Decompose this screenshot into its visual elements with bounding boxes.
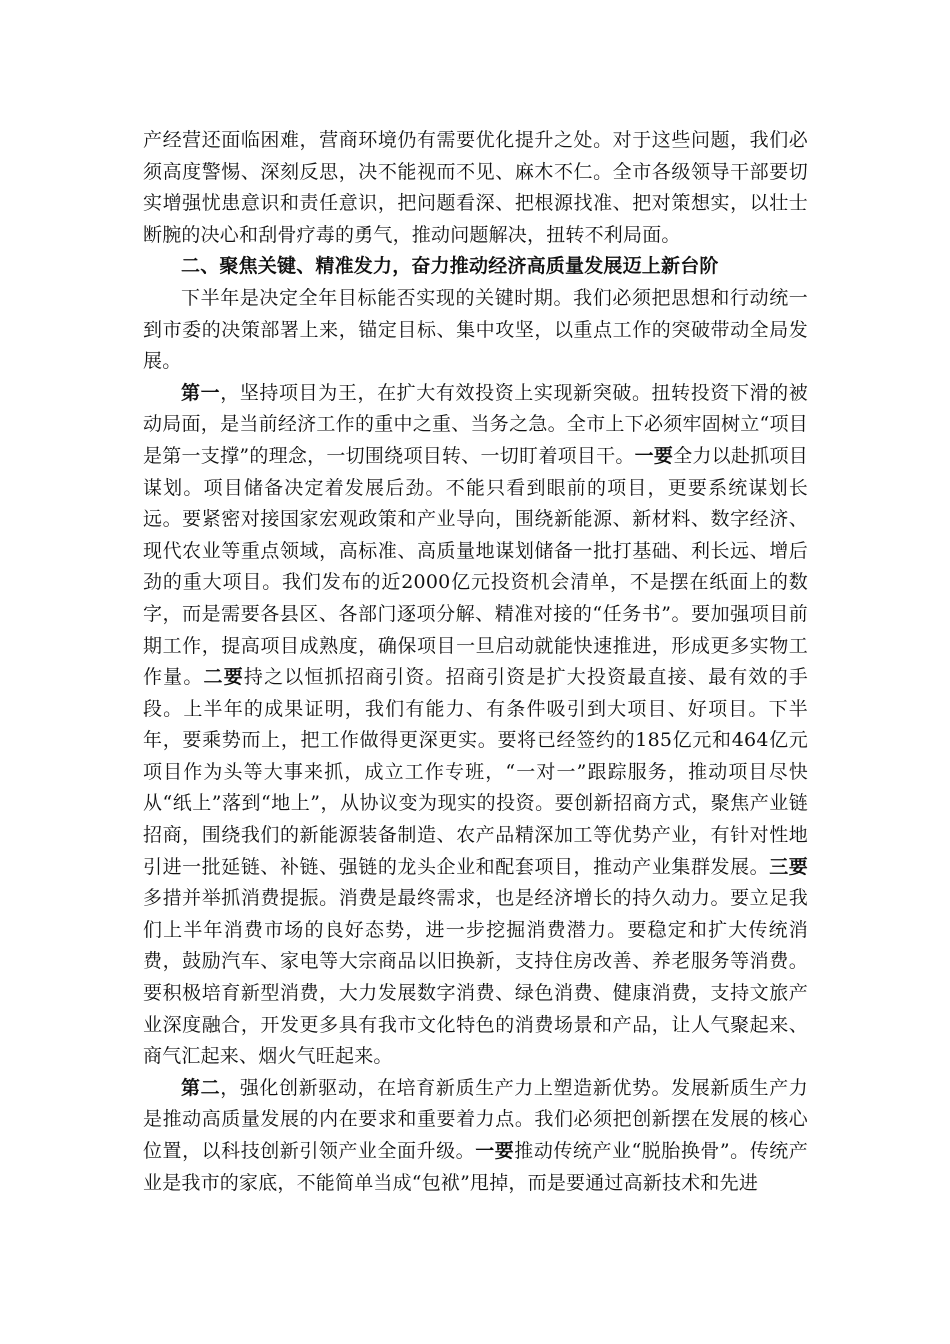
body-text: ，强化创新驱动，在培育新质生产力上塑造新优势。发展新质生产力是推动高质量发展的内在要求和重要着力点。我们必须把创新摆在发展的核心位置，以科技创新引领产业全面升级。	[143, 1076, 808, 1162]
body-text: 下半年是决定全年目标能否实现的关键时期。我们必须把思想和行动统一到市委的决策部署上来，锚定目标、集中攻坚，以重点工作的突破带动全局发展。	[143, 286, 808, 373]
bold-lead-text: 三要	[769, 855, 809, 878]
body-text: 产经营还面临困难，营商环境仍有需要优化提升之处。对于这些问题，我们必须高度警惕、深刻反思，决不能视而不见、麻木不仁。全市各级领导干部要切实增强忧患意识和责任意识，把问题看深、把根源找准、把对策想实，以壮士断腕的决心和刮骨疗毒的勇气，推动问题解决，扭转不利局面。	[143, 129, 808, 246]
bold-lead-text: 第一	[181, 381, 221, 404]
body-text: 全力以赴抓项目谋划。项目储备决定着发展后劲。不能只看到眼前的项目，更要系统谋划长远。要紧密对接国家宏观政策和产业导向，围绕新能源、新材料、数字经济、现代农业等重点领域，高标准、高质量地谋划储备一批打基础、利长远、增后劲的重大项目。我们发布的近2000亿元投资机会清单，不是摆在纸面上的数字，而是需要各县区、各部门逐项分解、精准对接的“任务书”。要加强项目前期工作，提高项目成熟度，确保项目一旦启动就能快速推进，形成更多实物工作量。	[143, 444, 809, 689]
bold-lead-text: 一要	[475, 1140, 515, 1162]
document-body	[143, 125, 808, 1199]
bold-lead-text: 二、聚焦关键、精准发力，奋力推动经济高质量发展迈上新台阶	[181, 255, 719, 278]
body-text: 推动传统产业“脱胎换骨”。传统产业是我市的家底，不能简单当成“包袱”甩掉，而是要通过高新技术和先进	[143, 1140, 809, 1194]
body-text: ，坚持项目为王，在扩大有效投资上实现新突破。扭转投资下滑的被动局面，是当前经济工作的重中之重、当务之急。全市上下必须牢固树立“项目是第一支撑”的理念，一切围绕项目转、一切盯着项目干。	[143, 381, 808, 467]
paragraph	[143, 1073, 808, 1199]
bold-lead-text: 一要	[634, 444, 674, 467]
body-text: 多措并举抓消费提振。消费是最终需求，也是经济增长的持久动力。要立足我们上半年消费市场的良好态势，进一步挖掘消费潜力。要稳定和扩大传统消费，鼓励汽车、家电等大宗商品以旧换新，支持住房改善、养老服务等消费。要积极培育新型消费，大力发展数字消费、绿色消费、健康消费，支持文旅产业深度融合，开发更多具有我市文化特色的消费场景和产品，让人气聚起来、商气汇起来、烟火气旺起来。	[143, 887, 808, 1068]
section-heading	[143, 251, 808, 283]
paragraph	[143, 378, 808, 1073]
bold-lead-text: 二要	[203, 666, 244, 689]
bold-lead-text: 第二	[181, 1076, 221, 1099]
paragraph	[143, 283, 808, 378]
body-text: 持之以恒抓招商引资。招商引资是扩大投资最直接、最有效的手段。上半年的成果证明，我们有能力、有条件吸引到大项目、好项目。下半年，要乘势而上，把工作做得更深更实。要将已经签约的185亿元和464亿元项目作为头等大事来抓，成立工作专班，“一对一”跟踪服务，推动项目尽快从“纸上”落到“地上”，从协议变为现实的投资。要创新招商方式，聚焦产业链招商，围绕我们的新能源装备制造、农产品精深加工等优势产业，有针对性地引进一批延链、补链、强链的龙头企业和配套项目，推动产业集群发展。	[143, 666, 808, 878]
paragraph	[143, 125, 808, 251]
